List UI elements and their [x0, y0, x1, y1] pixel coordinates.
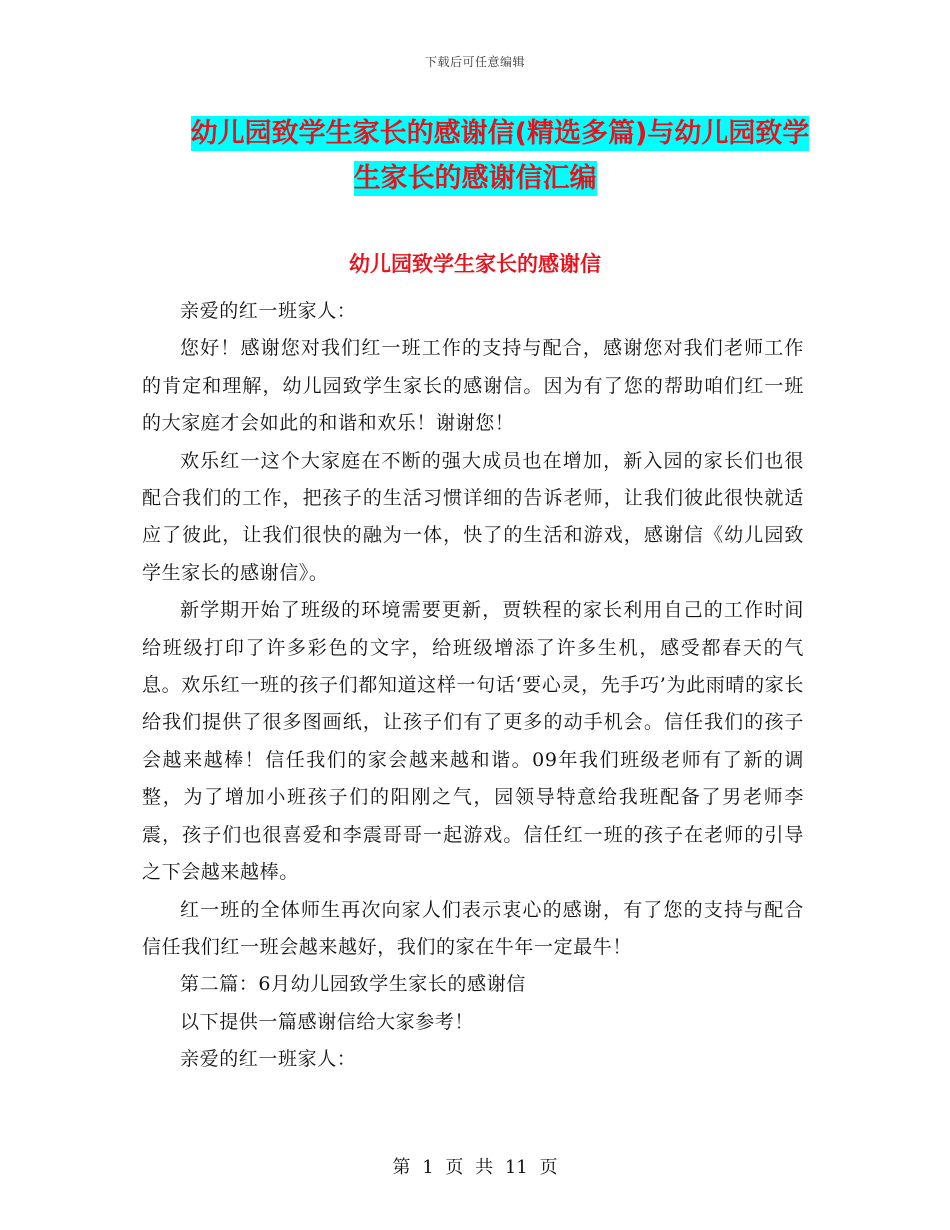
header-note: 下载后可任意编辑 [424, 55, 525, 69]
paragraph: 红一班的全体师生再次向家人们表示衷心的感谢，有了您的支持与配合信任我们红一班会越来越好，我们的家在牛年一定最牛！ [142, 898, 804, 958]
section-title: 幼儿园致学生家长的感谢信 [349, 252, 601, 276]
paragraph: 欢乐红一这个大家庭在不断的强大成员也在增加，新入园的家长们也很配合我们的工作，把孩子的生活习惯详细的告诉老师，让我们彼此很快就适应了彼此，让我们很快的融为一体，快了的生活和游戏，感谢信《幼儿园致学生家长的感谢信》。 [142, 449, 804, 584]
salutation: 亲爱的红一班家人： [180, 1048, 357, 1071]
letter-body [142, 293, 804, 1079]
paragraph: 新学期开始了班级的环境需要更新，贾轶程的家长利用自己的工作时间给班级打印了许多彩色的文字，给班级增添了许多生机，感受都春天的气息。欢乐红一班的孩子们都知道这样一句话‘要心灵，先手巧’为此雨晴的家长给我们提供了很多图画纸，让孩子们有了更多的动手机会。信任我们的孩子会越来越棒！信任我们的家会越来越和谐。09年我们班级老师有了新的调整，为了增加小班孩子们的阳刚之气，园领导特意给我班配备了男老师李震，孩子们也很喜爱和李震哥哥一起游戏。信任红一班的孩子在老师的引导之下会越来越棒。 [142, 599, 804, 884]
paragraph: 以下提供一篇感谢信给大家参考！ [180, 1010, 475, 1033]
document-title-text-1: 幼儿园致学生家长的感谢信(精选多篇)与幼儿园致学 [190, 118, 810, 149]
second-article-heading: 第二篇：6月幼儿园致学生家长的感谢信 [180, 973, 526, 996]
document-title-line-1 [25, 111, 950, 150]
salutation: 亲爱的红一班家人： [180, 300, 357, 322]
page-footer: 第 1 页 共 11 页 [392, 1157, 558, 1178]
document-title-text-2: 生家长的感谢信汇编 [353, 163, 597, 194]
document-title-line-2 [0, 156, 950, 195]
paragraph: 您好！感谢您对我们红一班工作的支持与配合，感谢您对我们老师工作的肯定和理解，幼儿园致学生家长的感谢信。因为有了您的帮助咱们红一班的大家庭才会如此的和谐和欢乐！谢谢您！ [142, 337, 804, 435]
